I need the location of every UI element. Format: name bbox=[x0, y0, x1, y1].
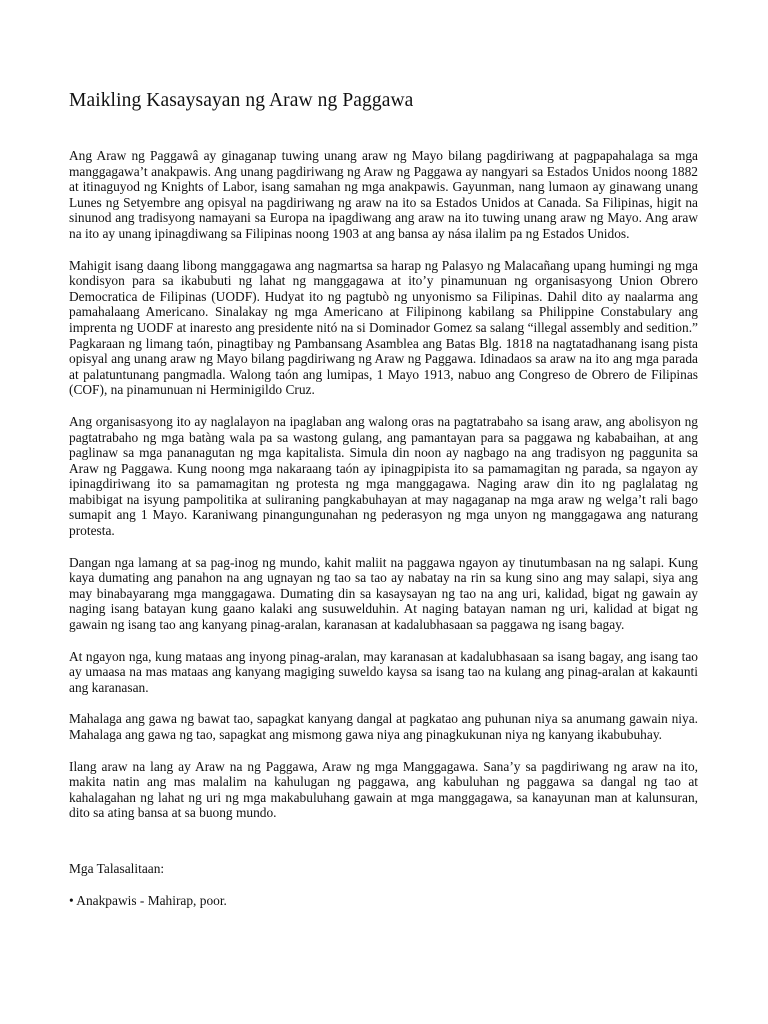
paragraph-6: Mahalaga ang gawa ng bawat tao, sapagkat kanyang dangal at pagkatao ang puhunan niya sa anumang gawain niya. Mahalaga ang gawa ng tao, sapagkat ang mismong gawa niya ang pinagkukunan niya ng kanyang ikabubuhay. bbox=[69, 711, 698, 742]
paragraph-7: Ilang araw na lang ay Araw na ng Paggawa, Araw ng mga Manggagawa. Sana’y sa pagdiriwang ng araw na ito, makita natin ang mas malalim na kahulugan ng paggawa, ang kabuluhan ng paggawa sa dangal ng tao at kahalagahan ng lahat ng uri ng mga makabuluhang gawain at mga manggagawa, sa kanayunan man at kalunsuran, dito sa ating bansa at sa buong mundo. bbox=[69, 758, 698, 821]
glossary-item: • Anakpawis - Mahirap, poor. bbox=[69, 892, 227, 908]
glossary-title: Mga Talasalitaan: bbox=[69, 860, 165, 876]
paragraph-2: Mahigit isang daang libong manggagawa ang nagmartsa sa harap ng Palasyo ng Malacañang upang humingi ng mga kondisyon para sa ikabubuti ng lahat ng manggagawa at ito’y pinamunuan ng organisasyong Union Obrero Democratica de Filipinas (UODF). Hudyat ito ng pagtubò ng unyonismo sa Filipinas. Dahil dito ay naalarma ang pamahalaang Americano. Sinalakay ng mga Americano at Filipinong kabilang sa Philippine Constabulary ang imprenta ng UODF at inaresto ang presidente nitó na si Dominador Gomez sa salang “illegal assembly and sedition.” Pagkaraan ng limang taón, pinagtibay ng Pambansang Asamblea ang Batas Blg. 1818 na nagtatadhanang isang pista opisyal ang unang araw ng Mayo bilang pagdiriwang ng Araw ng Paggawa. Idinadaos sa araw na ito ang mga parada at palatuntunang pangmadla. Walong taón ang lumipas, 1 Mayo 1913, nabuo ang Congreso de Obrero de Filipinas (COF), na pinamunuan ni Herminigildo Cruz. bbox=[69, 257, 698, 398]
glossary-section bbox=[69, 861, 698, 908]
paragraph-5: At ngayon nga, kung mataas ang inyong pinag-aralan, may karanasan at kadalubhasaan sa isang bagay, ang isang tao ay umaasa na mas mataas ang kanyang magiging suweldo kaysa sa isang tao na kulang ang pinag-aralan at kakaunti ang karanasan. bbox=[69, 648, 698, 695]
document-body bbox=[69, 148, 698, 821]
document-title: Maikling Kasaysayan ng Araw ng Paggawa bbox=[69, 90, 414, 111]
paragraph-1: Ang Araw ng Paggawâ ay ginaganap tuwing unang araw ng Mayo bilang pagdiriwang at pagpapahalaga sa mga manggagawa’t anakpawis. Ang unang pagdiriwang ng Araw ng Paggawa ay nangyari sa Estados Unidos noong 1882 at itinaguyod ng Knights of Labor, isang samahan ng mga anakpawis. Gayunman, nang lumaon ay ginawang unang Lunes ng Setyembre ang opisyal na pagdiriwang ng araw na ito sa Estados Unidos at Canada. Sa Filipinas, higit na sinunod ang tradisyong namayani sa Europa na ipagdiwang ang araw na ito tuwing unang araw ng Mayo. Ang araw na ito ay unang ipinagdiwang sa Filipinas noong 1903 at ang bansa ay nása ilalim pa ng Estados Unidos. bbox=[69, 148, 698, 241]
paragraph-4: Dangan nga lamang at sa pag-inog ng mundo, kahit maliit na paggawa ngayon ay tinutumbasan na ng salapi. Kung kaya dumating ang panahon na ang ugnayan ng tao sa tao ay nabatay na rin sa kung sino ang may salapi, siya ang may binabayarang mga manggagawa. Dumating din sa kasaysayan ng tao na ang uri, kalidad, bigat ng gawain ay naging isang batayan kung gaano kalaki ang susuwelduhin. At naging batayan naman ng uri, kalidad at bigat ng gawain ng isang tao ang kanyang pinag-aralan, karanasan at kadalubhasaan sa paggawa ng isang bagay. bbox=[69, 554, 698, 633]
paragraph-3: Ang organisasyong ito ay naglalayon na ipaglaban ang walong oras na pagtatrabaho sa isang araw, ang abolisyon ng pagtatrabaho ng mga batàng wala pa sa wastong gulang, ang pamantayan para sa paggawa ng kababaihan, at ang paglinaw sa mga pananagutan ng mga kapitalista. Simula din noon ay nagbago na ang tradisyon ng paggunita sa Araw ng Paggawa. Kung noong mga nakaraang taón ay ipinagpipista ito sa pamamagitan ng parada, sa ngayon ay ipinagdiriwang ito sa pamamagitan ng protesta ng mga manggagawa. Naging araw din ito ng paglalatag ng mabibigat na isyung pampolitika at suliraning pangkabuhayan at may nagaganap na mga araw ng welga’t rali bago sumapit ang 1 Mayo. Karaniwang pinangungunahan ng pederasyon ng mga unyon ng manggagawa ang naturang protesta. bbox=[69, 413, 698, 539]
